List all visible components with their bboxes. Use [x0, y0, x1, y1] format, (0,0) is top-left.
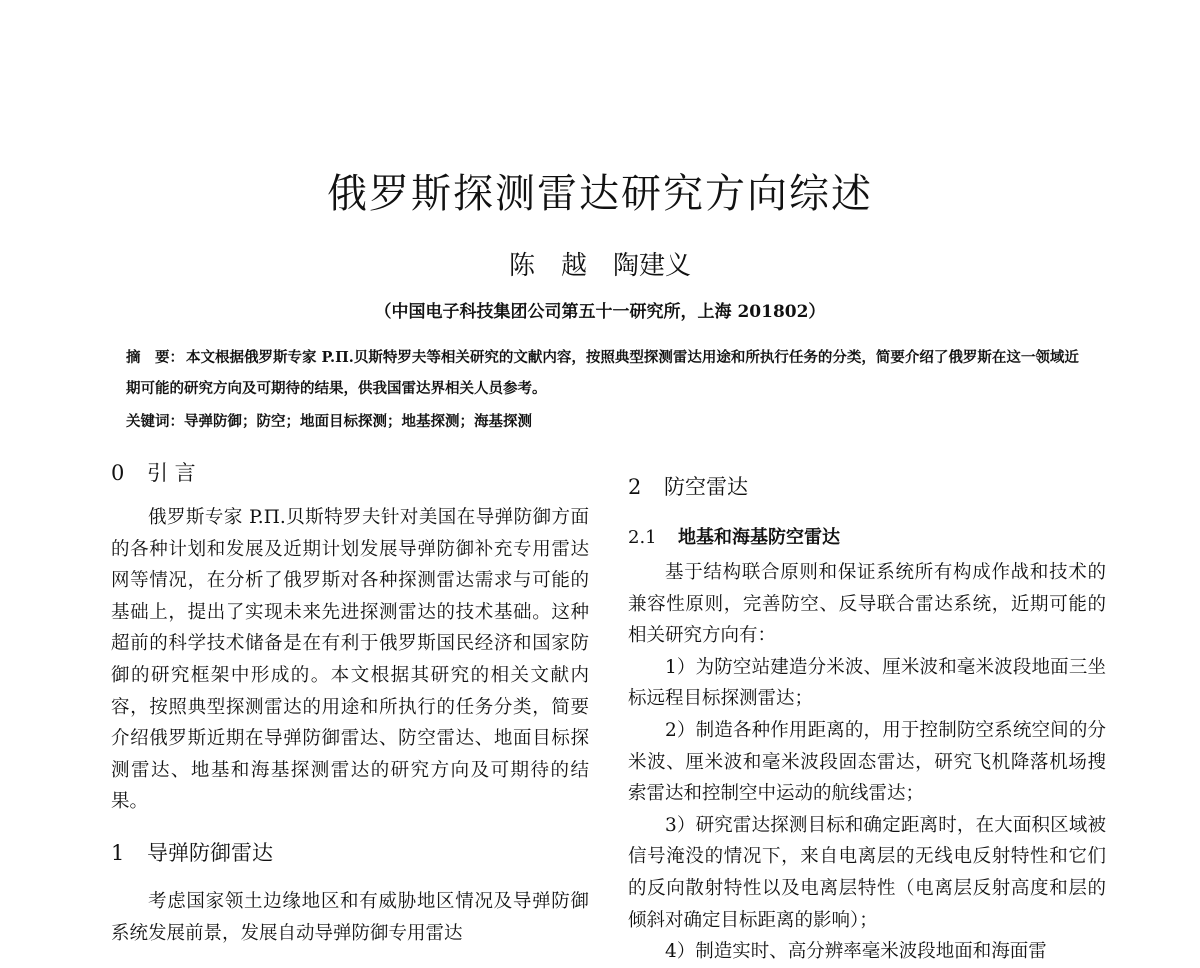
- paper-affiliation: （中国电子科技集团公司第五十一研究所，上海 201802）: [374, 302, 826, 322]
- abstract-text: 本文根据俄罗斯专家 P.П.贝斯特罗夫等相关研究的文献内容，按照典型探测雷达用途和所执行任务的分类，简要介绍了俄罗斯在这一领域近期可能的研究方向及可期待的结果，供我国雷达界相关人员参考。: [126, 349, 1079, 397]
- keywords: [126, 409, 1086, 435]
- paper-authors: 陈 越 陶建义: [508, 251, 691, 281]
- list-item-3: 3）研究雷达探测目标和确定距离时，在大面积区域被信号淹没的情况下，来自电离层的无线电反射特性和它们的反向散射特性以及电离层特性（电离层反射高度和层的倾斜对确定目标距离的影响）；: [628, 814, 1106, 931]
- keywords-text: 导弹防御；防空；地面目标探测；地基探测；海基探测: [184, 413, 532, 430]
- list-item-4: 4）制造实时、高分辨率毫米波段地面和海面雷: [665, 941, 1047, 963]
- section-1-title: 导弹防御雷达: [147, 840, 273, 865]
- section-0-paragraph: 俄罗斯专家 P.П.贝斯特罗夫针对美国在导弹防御方面的各种计划和发展及近期计划发展导弹防御补充专用雷达网等情况，在分析了俄罗斯对各种探测雷达需求与可能的基础上，提出了实现未来先进探测雷达的技术基础。这种超前的科学技术储备是在有利于俄罗斯国民经济和国家防御的研究框架中形成的。本文根据其研究的相关文献内容，按照典型探测雷达的用途和所执行的任务分类，简要介绍俄罗斯近期在导弹防御雷达、防空雷达、地面目标探测雷达、地基和海基探测雷达的研究方向及可期待的结果。: [111, 507, 589, 813]
- keywords-label: 关键词：: [126, 413, 184, 430]
- section-2-heading: [628, 470, 1106, 504]
- section-1-paragraph: 考虑国家领土边缘地区和有威胁地区情况及导弹防御系统发展前景，发展自动导弹防御专用雷达: [111, 890, 589, 944]
- section-2-1-heading: [628, 522, 1106, 553]
- list-item-1: 1）为防空站建造分米波、厘米波和毫米波段地面三坐标远程目标探测雷达；: [628, 656, 1106, 710]
- right-column: [628, 470, 1106, 968]
- section-1-heading: [111, 836, 589, 870]
- paper-title: 俄罗斯探测雷达研究方向综述: [327, 171, 873, 217]
- section-2-title: 防空雷达: [664, 475, 748, 499]
- section-1-number: 1: [111, 840, 125, 865]
- section-0-heading: [111, 456, 589, 490]
- section-2-1-intro: 基于结构联合原则和保证系统所有构成作战和技术的兼容性原则，完善防空、反导联合雷达系统，近期可能的相关研究方向有：: [628, 562, 1106, 647]
- list-item-2: 2）制造各种作用距离的，用于控制防空系统空间的分米波、厘米波和毫米波段固态雷达，研究飞机降落机场搜索雷达和控制空中运动的航线雷达；: [628, 719, 1106, 805]
- section-2-1-title: 地基和海基防空雷达: [678, 527, 840, 548]
- section-2-1-number: 2.1: [628, 527, 657, 548]
- section-0-number: 0: [111, 461, 125, 485]
- abstract-label: 摘 要：: [126, 349, 184, 366]
- left-column: [111, 456, 589, 949]
- section-0-title: 引 言: [147, 461, 196, 485]
- abstract: [126, 342, 1086, 404]
- section-2-number: 2: [628, 475, 642, 499]
